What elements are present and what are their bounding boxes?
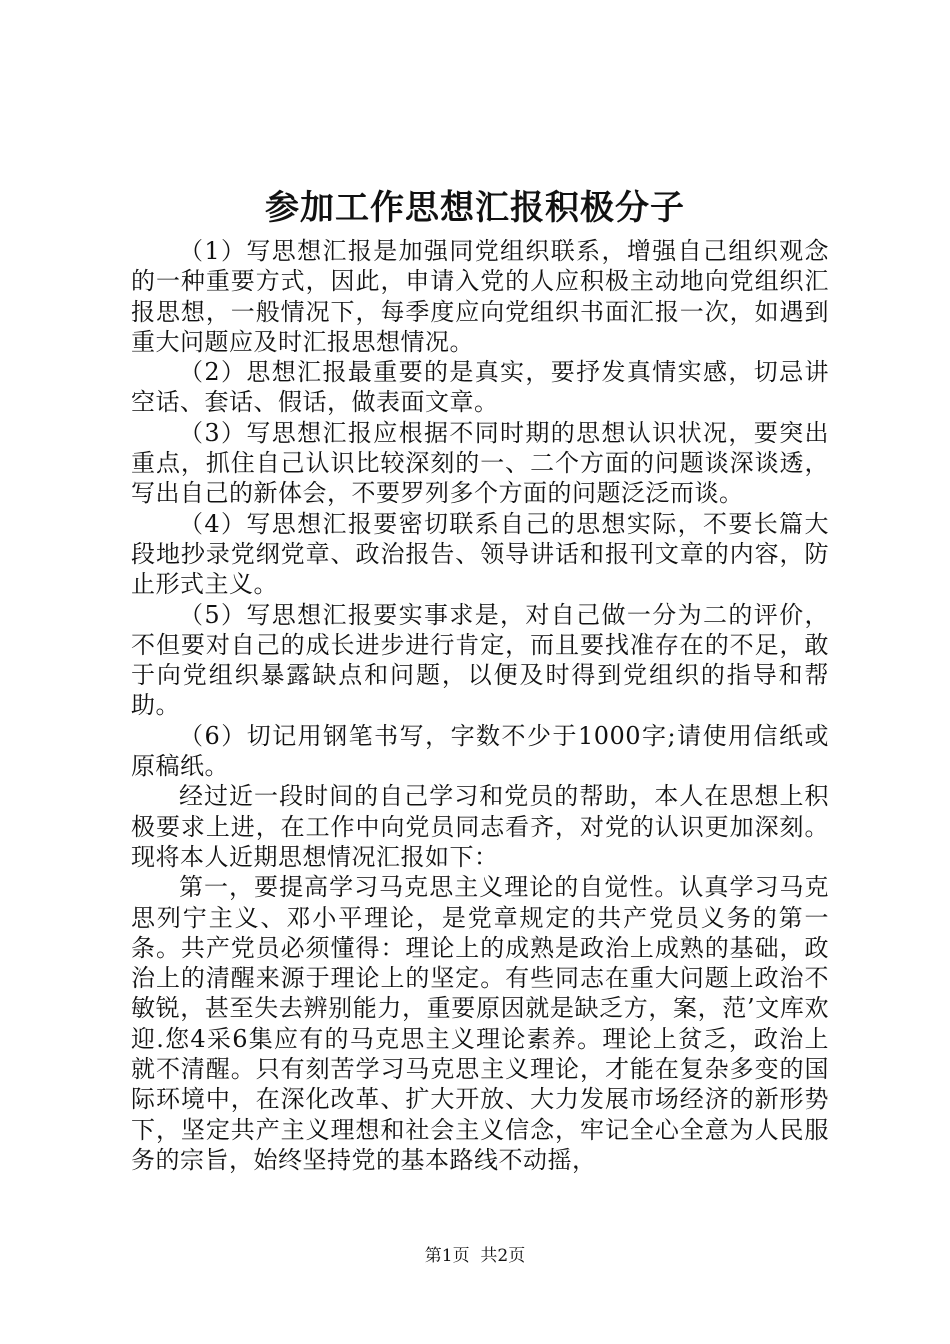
page-footer: [0, 1245, 950, 1267]
paragraph-6: （6）切记用钢笔书写，字数不少于1000字;请使用信纸或原稿纸。: [131, 721, 829, 781]
paragraph-2: （2）思想汇报最重要的是真实，要抒发真情实感，切忌讲空话、套话、假话，做表面文章。: [131, 358, 829, 417]
paragraph-8: 第一，要提高学习马克思主义理论的自觉性。认真学习马克思列宁主义、邓小平理论，是党章规定的共产党员义务的第一条。共产党员必须懂得：理论上的成熟是政治上成熟的基础，政治上的清醒来源于理论上的坚定。有些同志在重大问题上政治不敏锐，甚至失去辨别能力，重要原因就是缺乏方，案，范’文库欢迎.您4采6集应有的马克思主义理论素养。理论上贫乏，政治上就不清醒。只有刻苦学习马克思主义理论，才能在复杂多变的国际环境中，在深化改革、扩大开放、大力发展市场经济的新形势下，坚定共产主义理想和社会主义信念，牢记全心全意为人民服务的宗旨，始终坚持党的基本路线不动摇，: [131, 873, 829, 1174]
paragraph-5: （5）写思想汇报要实事求是，对自己做一分为二的评价，不但要对自己的成长进步进行肯定，而且要找准存在的不足，敢于向党组织暴露缺点和问题，以便及时得到党组织的指导和帮助。: [131, 600, 829, 720]
paragraph-4: （4）写思想汇报要密切联系自己的思想实际，不要长篇大段地抄录党纲党章、政治报告、领导讲话和报刊文章的内容，防止形式主义。: [131, 509, 829, 599]
page-title: 参加工作思想汇报积极分子: [265, 188, 685, 228]
page-number: 第1页: [424, 1246, 470, 1266]
paragraph-3: （3）写思想汇报应根据不同时期的思想认识状况，要突出重点，抓住自己认识比较深刻的一、二个方面的问题谈深谈透，写出自己的新体会，不要罗列多个方面的问题泛泛而谈。: [131, 418, 829, 508]
footer-separator: [470, 1246, 481, 1266]
document-body: [131, 236, 829, 1175]
paragraph-1: （1）写思想汇报是加强同党组织联系，增强自己组织观念的一种重要方式，因此，申请入党的人应积极主动地向党组织汇报思想，一般情况下，每季度应向党组织书面汇报一次，如遇到重大问题应及时汇报思想情况。: [131, 237, 829, 356]
page-total: 共2页: [480, 1246, 526, 1266]
paragraph-7: 经过近一段时间的自己学习和党员的帮助，本人在思想上积极要求上进，在工作中向党员同志看齐，对党的认识更加深刻。现将本人近期思想情况汇报如下：: [131, 782, 829, 871]
